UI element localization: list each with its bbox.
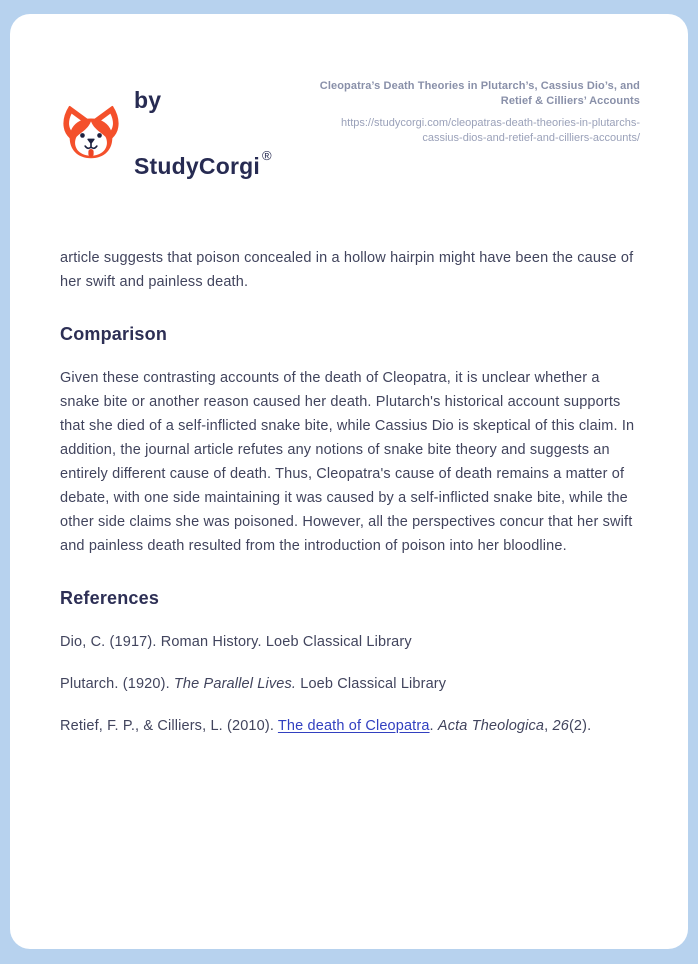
reference-text: The Parallel Lives. bbox=[173, 676, 297, 692]
reference-text: , bbox=[544, 718, 553, 734]
reference-text: 26 bbox=[552, 718, 569, 734]
reference-item bbox=[60, 630, 640, 654]
reference-text: Retief, F. P., & Cilliers, L. (2010). bbox=[60, 718, 278, 734]
reference-text: . bbox=[429, 718, 438, 734]
reference-item bbox=[60, 714, 640, 738]
corgi-logo-icon bbox=[60, 105, 122, 161]
document-title: Cleopatra’s Death Theories in Plutarch’s, Cassius Dio’s, and Retief & Cilliers’ Accounts bbox=[319, 80, 640, 107]
document-card bbox=[10, 14, 688, 949]
header-meta bbox=[304, 72, 640, 146]
brand-label: by StudyCorgi bbox=[134, 87, 260, 179]
reference-text: Loeb Classical Library bbox=[296, 676, 447, 692]
reference-text: Acta Theologica bbox=[437, 718, 545, 734]
section-heading-references: References bbox=[60, 588, 160, 608]
comparison-paragraph: Given these contrasting accounts of the death of Cleopatra, it is unclear whether a snake bite or another reason caused her death. Plutarch's historical account supports that she died of a self-inflicted snake bite, while Cassius Dio is skeptical of this claim. In addition, the journal article refutes any notions of snake bite theory and suggests an entirely different cause of death. Thus, Cleopatra's cause of death remains a matter of debate, with one side maintaining it was caused by a self-inflicted snake bite, while the other side claims she was poisoned. However, all the perspectives concur that her swift and painless death resulted from the introduction of poison into her bloodline. bbox=[60, 370, 635, 554]
brand bbox=[60, 72, 304, 194]
section-heading-comparison: Comparison bbox=[60, 324, 168, 344]
document-header bbox=[60, 72, 640, 194]
reference-link[interactable]: The death of Cleopatra bbox=[277, 718, 430, 734]
reference-text: Dio, C. (1917). Roman History. Loeb Classical Library bbox=[60, 634, 412, 650]
article-body bbox=[60, 246, 640, 738]
document-url-link[interactable]: https://studycorgi.com/cleopatras-death-theories-in-plutarchs-cassius-dios-and-retief-and-cilliers-accounts/ bbox=[341, 117, 640, 144]
reference-text: Plutarch. (1920). bbox=[60, 676, 174, 692]
registered-trademark: ® bbox=[261, 148, 272, 163]
brand-text bbox=[134, 72, 304, 194]
reference-item bbox=[60, 672, 640, 696]
reference-text: (2). bbox=[568, 718, 592, 734]
intro-paragraph: article suggests that poison concealed in a hollow hairpin might have been the cause of her swift and painless death. bbox=[60, 250, 634, 290]
references-list bbox=[60, 630, 640, 738]
